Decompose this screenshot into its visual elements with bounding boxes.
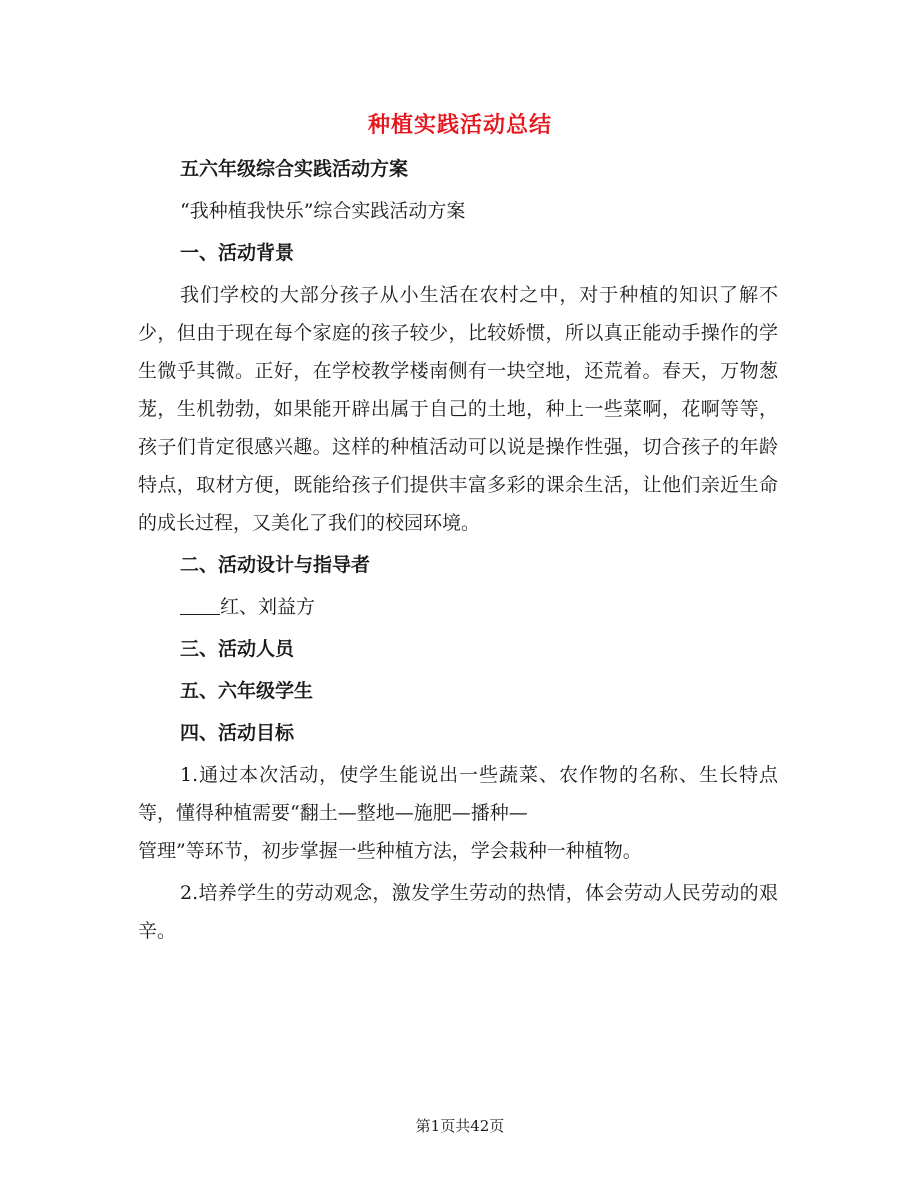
- section-heading-background: 一、活动背景: [180, 242, 295, 264]
- goal-1-part2: 管理”等环节，初步掌握一些种植方法，学会栽种一种植物。: [138, 840, 642, 862]
- document-content: [138, 150, 778, 950]
- blank-underline: [180, 596, 220, 615]
- designers-line: [138, 588, 778, 626]
- goal-1-part1: 1.通过本次活动，使学生能说出一些蔬菜、农作物的名称、生长特点等，懂得种植需要“翻土—整地—施肥—播种—: [138, 764, 778, 824]
- designers-names: 红、刘益方: [220, 596, 316, 618]
- page-number: 第1页共42页: [415, 1117, 505, 1135]
- plan-name: “我种植我快乐”综合实践活动方案: [180, 200, 466, 222]
- goal-2: 2.培养学生的劳动观念，激发学生劳动的热情，体会劳动人民劳动的艰辛。: [138, 882, 778, 942]
- subtitle: 五六年级综合实践活动方案: [180, 158, 409, 180]
- document-title: 种植实践活动总结: [367, 113, 552, 138]
- section-heading-designers: 二、活动设计与指导者: [180, 554, 371, 576]
- participants-line: 五、六年级学生: [180, 680, 314, 702]
- section-body-background: 我们学校的大部分孩子从小生活在农村之中，对于种植的知识了解不少，但由于现在每个家庭的孩子较少，比较娇惯，所以真正能动手操作的学生微乎其微。正好，在学校教学楼南侧有一块空地，还荒着。春天，万物葱茏，生机勃勃，如果能开辟出属于自己的土地，种上一些菜啊，花啊等等，孩子们肯定很感兴趣。这样的种植活动可以说是操作性强，切合孩子的年龄特点，取材方便，既能给孩子们提供丰富多彩的课余生活，让他们亲近生命的成长过程，又美化了我们的校园环境。: [138, 284, 778, 534]
- section-heading-participants: 三、活动人员: [180, 638, 295, 660]
- section-heading-goals: 四、活动目标: [180, 722, 295, 744]
